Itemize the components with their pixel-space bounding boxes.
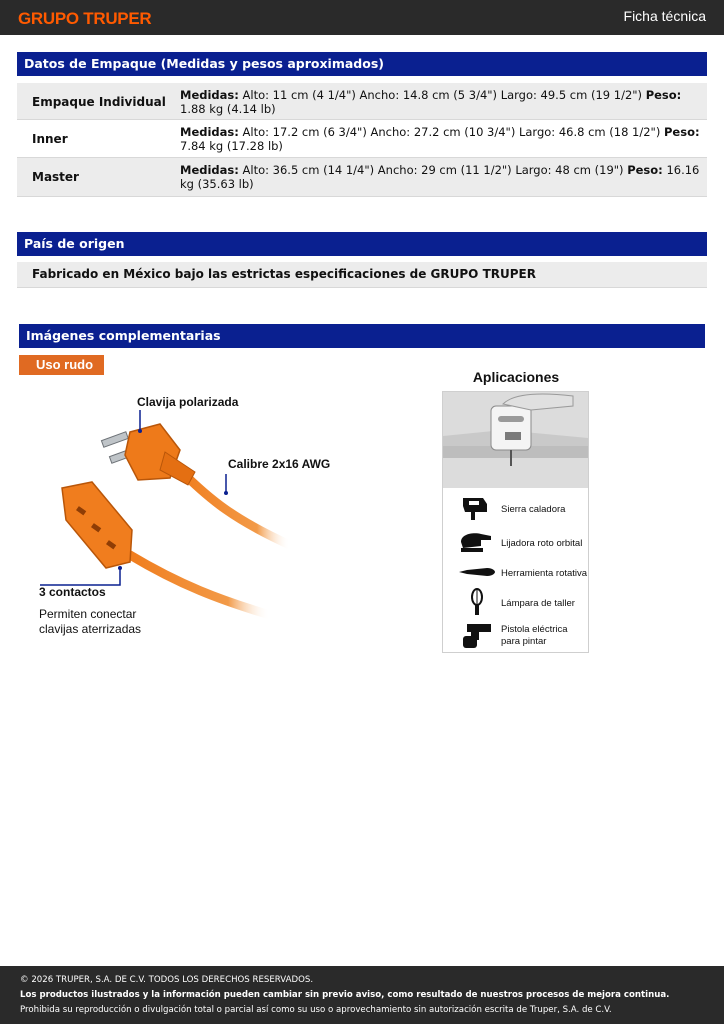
packaging-section-title: Datos de Empaque (Medidas y pesos aproximados)	[17, 52, 707, 76]
packaging-row-master	[17, 158, 707, 197]
applications-title: Aplicaciones	[472, 369, 560, 385]
packaging-row-details	[180, 163, 700, 191]
application-item-spray-gun	[443, 620, 590, 648]
contacts-callout-line	[40, 568, 120, 585]
spray-gun-icon	[457, 620, 497, 648]
outlet-block	[62, 482, 132, 568]
document-type: Ficha técnica	[623, 8, 706, 24]
measure-label: Medidas:	[180, 163, 239, 177]
images-section-title: Imágenes complementarias	[19, 324, 705, 348]
gauge-callout: Calibre 2x16 AWG	[228, 457, 331, 471]
weight-label: Peso:	[645, 88, 682, 102]
application-label: Lámpara de taller	[501, 598, 575, 609]
orbital-sander-icon	[457, 528, 497, 556]
packaging-row-name: Inner	[32, 132, 68, 146]
contacts-desc-1: Permiten conectar	[39, 607, 137, 621]
application-label: Pistola eléctrica	[501, 624, 568, 635]
cord-upper	[180, 470, 290, 545]
packaging-row-name: Master	[32, 170, 79, 184]
origin-section-title: País de origen	[17, 232, 707, 256]
footer-notice: Los productos ilustrados y la información pueden cambiar sin previo aviso, como resultado de nuestros procesos de mejora continua.	[20, 990, 670, 1000]
packaging-weight: 16.16 kg (35.63 lb)	[180, 163, 700, 191]
plug-prong	[101, 432, 128, 447]
packaging-dimensions: Alto: 11 cm (4 1/4") Ancho: 14.8 cm (5 3/4") Largo: 49.5 cm (19 1/2")	[242, 88, 643, 102]
weight-label: Peso:	[664, 125, 700, 139]
measure-label: Medidas:	[180, 125, 239, 139]
footer-prohibition: Prohibida su reproducción o divulgación total o parcial así como su uso o aprovechamiento sin autorización escrita de Truper, S.A. de C.V.	[20, 1005, 612, 1015]
application-item-jigsaw	[443, 494, 590, 522]
footer-copyright: © 2026 TRUPER, S.A. DE C.V. TODOS LOS DERECHOS RESERVADOS.	[20, 975, 314, 985]
heavy-duty-badge: Uso rudo	[19, 355, 104, 375]
measure-label: Medidas:	[180, 88, 239, 102]
cord-lower	[130, 555, 270, 615]
application-label: Lijadora roto orbital	[501, 538, 583, 549]
applications-panel	[442, 391, 589, 653]
weight-label: Peso:	[627, 163, 663, 177]
origin-text: Fabricado en México bajo las estrictas especificaciones de GRUPO TRUPER	[32, 267, 536, 281]
packaging-weight: 7.84 kg (17.28 lb)	[180, 139, 283, 153]
brand-logo: GRUPO TRUPER	[18, 9, 152, 28]
contacts-desc-2: clavijas aterrizadas	[39, 622, 142, 636]
origin-row	[17, 262, 707, 288]
top-bar	[0, 0, 724, 35]
footer	[0, 966, 724, 1024]
packaging-row-details	[180, 125, 700, 153]
jigsaw-usage-photo	[443, 392, 588, 488]
packaging-row-individual	[17, 83, 707, 120]
application-item-work-lamp	[443, 588, 590, 616]
application-label: Sierra caladora	[501, 504, 566, 515]
packaging-row-details	[180, 88, 700, 116]
rotary-tool-icon	[457, 558, 497, 586]
application-label-line2: para pintar	[501, 636, 547, 647]
application-label: Herramienta rotativa	[501, 568, 588, 579]
application-item-rotary-tool	[443, 558, 590, 586]
packaging-row-inner	[17, 120, 707, 158]
application-item-orbital-sander	[443, 528, 590, 556]
jigsaw-icon	[457, 494, 497, 522]
packaging-dimensions: Alto: 17.2 cm (6 3/4") Ancho: 27.2 cm (10 3/4") Largo: 46.8 cm (18 1/2")	[242, 125, 661, 139]
work-lamp-icon	[457, 588, 497, 616]
packaging-weight: 1.88 kg (4.14 lb)	[180, 102, 276, 116]
packaging-row-name: Empaque Individual	[32, 95, 166, 109]
plug-callout: Clavija polarizada	[137, 395, 239, 409]
packaging-dimensions: Alto: 36.5 cm (14 1/4") Ancho: 29 cm (11 1/2") Largo: 48 cm (19")	[242, 163, 624, 177]
contacts-callout: 3 contactos	[39, 585, 106, 599]
